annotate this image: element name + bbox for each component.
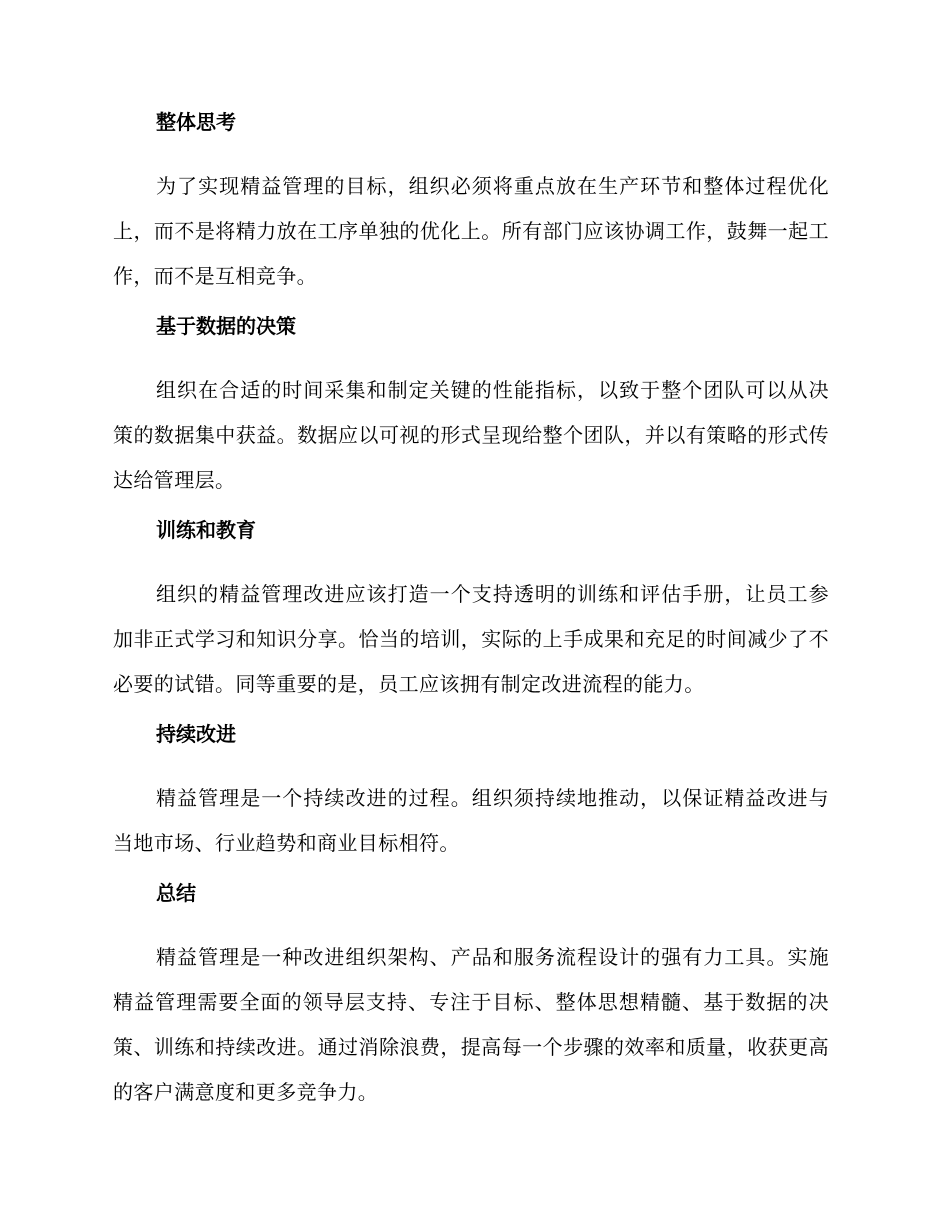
section-heading: 持续改进 bbox=[156, 722, 236, 746]
section-heading: 总结 bbox=[156, 881, 196, 905]
section-summary bbox=[113, 878, 829, 1115]
section-heading: 训练和教育 bbox=[156, 518, 256, 542]
section-holistic-thinking bbox=[113, 107, 829, 299]
section-continuous-improvement bbox=[113, 719, 829, 866]
section-paragraph: 组织在合适的时间采集和制定关键的性能指标，以致于整个团队可以从决策的数据集中获益。数据应以可视的形式呈现给整个团队，并以有策略的形式传达给管理层。 bbox=[113, 378, 829, 492]
section-heading: 基于数据的决策 bbox=[156, 314, 296, 338]
section-paragraph: 组织的精益管理改进应该打造一个支持透明的训练和评估手册，让员工参加非正式学习和知识分享。恰当的培训，实际的上手成果和充足的时间减少了不必要的试错。同等重要的是，员工应该拥有制定改进流程的能力。 bbox=[113, 582, 829, 696]
section-heading: 整体思考 bbox=[156, 110, 236, 134]
section-training-education bbox=[113, 515, 829, 707]
section-paragraph: 精益管理是一种改进组织架构、产品和服务流程设计的强有力工具。实施精益管理需要全面的领导层支持、专注于目标、整体思想精髓、基于数据的决策、训练和持续改进。通过消除浪费，提高每一个步骤的效率和质量，收获更高的客户满意度和更多竞争力。 bbox=[113, 945, 829, 1104]
section-paragraph: 为了实现精益管理的目标，组织必须将重点放在生产环节和整体过程优化上，而不是将精力放在工序单独的优化上。所有部门应该协调工作，鼓舞一起工作，而不是互相竞争。 bbox=[113, 174, 829, 288]
section-paragraph: 精益管理是一个持续改进的过程。组织须持续地推动，以保证精益改进与当地市场、行业趋势和商业目标相符。 bbox=[113, 786, 829, 855]
section-data-driven-decisions bbox=[113, 311, 829, 503]
